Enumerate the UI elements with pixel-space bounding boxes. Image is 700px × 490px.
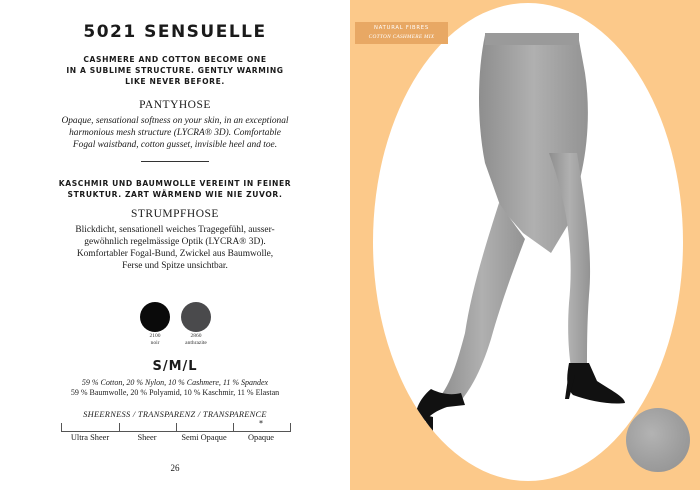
sheerness-level-sheer: Sheer [137, 433, 157, 442]
scale-tick [176, 423, 177, 431]
model-photo [373, 3, 683, 481]
natural-fibres-badge [355, 22, 448, 44]
description-german-line: Komfortabler Fogal-Bund, Zwickel aus Baumwolle, [76, 249, 274, 259]
composition-german: 59 % Baumwolle, 20 % Polyamid, 10 % Kaschmir, 11 % Elastan [70, 388, 280, 397]
legs-illustration [373, 3, 683, 481]
lead-english [40, 54, 310, 87]
description-german-line: gewöhnlich regelmässige Optik (LYCRA® 3D). [84, 237, 266, 247]
sheerness-title: SHEERNESS / TRANSPARENZ / TRANSPARENCE [83, 410, 267, 419]
lead-english-line: LIKE NEVER BEFORE. [125, 77, 225, 86]
sheerness-level-ultra-sheer: Ultra Sheer [70, 433, 110, 442]
description-english-line: Opaque, sensational softness on your skin, in an exceptional [61, 116, 289, 126]
sheerness-level-opaque: Opaque [247, 433, 275, 442]
lead-german-line: KASCHMIR UND BAUMWOLLE VEREINT IN FEINER [58, 179, 292, 188]
description-english-line: harmonious mesh structure (LYCRA® 3D). Comfortable [69, 128, 281, 138]
waistband [485, 33, 579, 45]
heading-pantyhose: PANTYHOSE [139, 99, 211, 111]
color-name: noir [150, 340, 160, 346]
scale-tick [233, 423, 234, 431]
color-code: 2100 [149, 333, 161, 339]
page-number: 26 [170, 463, 180, 473]
color-name: anthrazite [185, 340, 207, 346]
lead-german-line: STRUKTUR. ZART WÄRMEND WIE NIE ZUVOR. [67, 190, 283, 199]
color-label-noir [135, 333, 175, 347]
heading-strumpfhose: STRUMPFHOSE [131, 208, 219, 220]
back-heel [425, 415, 433, 443]
lead-english-line: CASHMERE AND COTTON BECOME ONE [83, 55, 267, 64]
sizes: S/M/L [152, 359, 198, 374]
description-german [20, 224, 330, 272]
composition-english: 59 % Cotton, 20 % Nylon, 10 % Cashmere, 11 % Spandex [81, 378, 269, 387]
scale-tick [119, 423, 120, 431]
color-code: 2860 [190, 333, 202, 339]
description-english-line: Fogal waistband, cotton gusset, invisible heel and toe. [72, 140, 278, 150]
front-shoe [567, 363, 625, 404]
fabric-swatch [626, 408, 690, 472]
badge-line-1: NATURAL FIBRES [374, 25, 429, 31]
sheerness-level-semi-opaque: Semi Opaque [181, 433, 227, 442]
sheerness-scale [61, 419, 291, 432]
right-page [350, 0, 700, 490]
back-shoe [416, 389, 465, 423]
color-swatch-anthrazite[interactable] [181, 302, 211, 332]
color-swatch-noir[interactable] [140, 302, 170, 332]
lead-german [40, 178, 310, 200]
lead-english-line: IN A SUBLIME STRUCTURE. GENTLY WARMING [66, 66, 284, 75]
back-leg [439, 203, 525, 403]
color-label-anthrazite [176, 333, 216, 347]
sheerness-marker: * [259, 419, 263, 428]
description-english [20, 115, 330, 151]
divider [141, 161, 209, 162]
badge-line-2: COTTON CASHMERE MIX [368, 34, 435, 40]
description-german-line: Blickdicht, sensationell weiches Tragegefühl, ausser- [75, 225, 275, 235]
description-german-line: Ferse und Spitze unsichtbar. [122, 261, 228, 271]
product-title: 5021 SENSUELLE [83, 22, 267, 42]
